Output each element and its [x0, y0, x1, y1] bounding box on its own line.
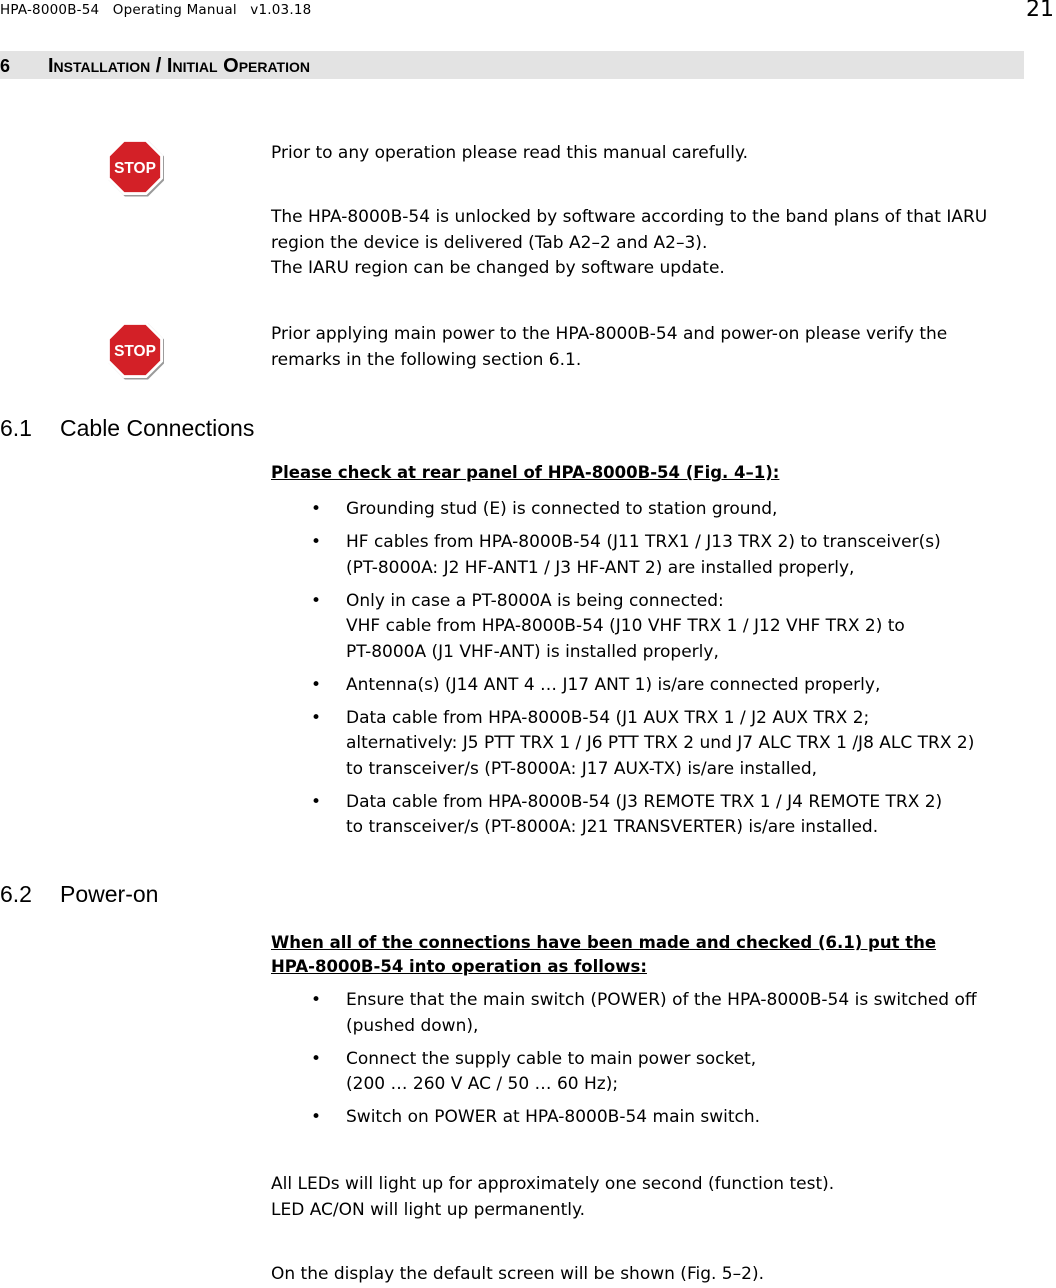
text-line: (pushed down), [346, 1015, 479, 1036]
text-line: VHF cable from HPA-8000B-54 (J10 VHF TRX 1 / J12 VHF TRX 2) to [346, 616, 905, 636]
text-line: When all of the connections have been made and checked (6.1) put the [271, 933, 937, 952]
bullet: • [311, 590, 322, 611]
text-line: Connect the supply cable to main power socket, [346, 1048, 757, 1069]
power-on-steps [302, 988, 1022, 1138]
section-title: Installation / Initial Operation [48, 55, 310, 77]
text-line: HPA-8000B-54 into operation as follows: [271, 957, 647, 976]
page-number: 21 [1026, 0, 1054, 22]
section-heading-bar [0, 51, 1024, 79]
bullet: • [311, 791, 322, 812]
list-item [302, 1047, 1022, 1098]
text-line: The HPA-8000B-54 is unlocked by software according to the band plans of that IARU [271, 207, 988, 227]
intro-paragraph-3 [271, 322, 947, 373]
bullet: • [311, 1048, 322, 1069]
bullet: • [311, 1107, 322, 1127]
bullet: • [311, 532, 322, 552]
text-line: PT-8000A (J1 VHF-ANT) is installed properly, [346, 641, 719, 662]
text-line: remarks in the following section 6.1. [271, 349, 582, 370]
cable-checklist [302, 497, 1022, 848]
text-line: Ensure that the main switch (POWER) of the HPA-8000B-54 is switched off [346, 990, 977, 1010]
text-line: to transceiver/s (PT-8000A: J21 TRANSVERTER) is/are installed. [346, 817, 879, 837]
list-item [302, 589, 1022, 666]
list-item [302, 530, 1022, 581]
display-paragraph: On the display the default screen will be shown (Fig. 5–2). [271, 1264, 764, 1284]
subsection-heading-6-1 [0, 415, 254, 442]
subsection-number: 6.2 [0, 881, 32, 907]
stop-sign-icon [106, 137, 164, 197]
text-line: Grounding stud (E) is connected to station ground, [346, 499, 778, 519]
power-on-lead [271, 931, 936, 979]
stop-sign-label: STOP [114, 159, 156, 177]
cable-check-lead: Please check at rear panel of HPA-8000B-54 (Fig. 4–1): [271, 463, 780, 482]
text-line: LED AC/ON will light up permanently. [271, 1199, 586, 1220]
text-line: HF cables from HPA-8000B-54 (J11 TRX1 / J13 TRX 2) to transceiver(s) [346, 532, 941, 552]
list-item [302, 988, 1022, 1039]
subsection-heading-6-2 [0, 881, 158, 908]
text-line: Only in case a PT-8000A is being connected: [346, 590, 724, 611]
list-item [302, 497, 1022, 523]
text-line: Switch on POWER at HPA-8000B-54 main switch. [346, 1107, 761, 1127]
text-line: Prior applying main power to the HPA-8000B-54 and power-on please verify the [271, 324, 948, 344]
subsection-title: Cable Connections [60, 415, 255, 441]
stop-sign-label: STOP [114, 342, 156, 360]
intro-paragraph-2 [271, 205, 987, 282]
subsection-number: 6.1 [0, 415, 32, 441]
text-line: alternatively: J5 PTT TRX 1 / J6 PTT TRX 2 und J7 ALC TRX 1 /J8 ALC TRX 2) [346, 733, 975, 753]
led-test-paragraph [271, 1172, 834, 1223]
list-item [302, 706, 1022, 783]
text-line: (PT-8000A: J2 HF-ANT1 / J3 HF-ANT 2) are installed properly, [346, 557, 855, 578]
bullet: • [311, 990, 322, 1010]
text-line: region the device is delivered (Tab A2–2 and A2–3). [271, 232, 708, 253]
text-line: Data cable from HPA-8000B-54 (J3 REMOTE TRX 1 / J4 REMOTE TRX 2) [346, 791, 943, 812]
list-item [302, 790, 1022, 841]
intro-paragraph-1: Prior to any operation please read this manual carefully. [271, 143, 748, 163]
list-item [302, 673, 1022, 699]
bullet: • [311, 674, 322, 695]
text-line: Antenna(s) (J14 ANT 4 … J17 ANT 1) is/are connected properly, [346, 674, 881, 695]
subsection-title: Power-on [60, 881, 159, 907]
text-line: to transceiver/s (PT-8000A: J17 AUX-TX) is/are installed, [346, 758, 818, 779]
bullet: • [311, 707, 322, 728]
text-line: All LEDs will light up for approximately one second (function test). [271, 1174, 835, 1194]
text-line: (200 … 260 V AC / 50 … 60 Hz); [346, 1074, 619, 1094]
bullet: • [311, 499, 322, 519]
text-line: The IARU region can be changed by software update. [271, 258, 725, 278]
list-item [302, 1105, 1022, 1131]
text-line: Data cable from HPA-8000B-54 (J1 AUX TRX 1 / J2 AUX TRX 2; [346, 707, 870, 728]
section-number: 6 [0, 56, 11, 76]
stop-sign-icon [106, 320, 164, 380]
document-header-title: HPA-8000B-54 Operating Manual v1.03.18 [0, 2, 312, 18]
